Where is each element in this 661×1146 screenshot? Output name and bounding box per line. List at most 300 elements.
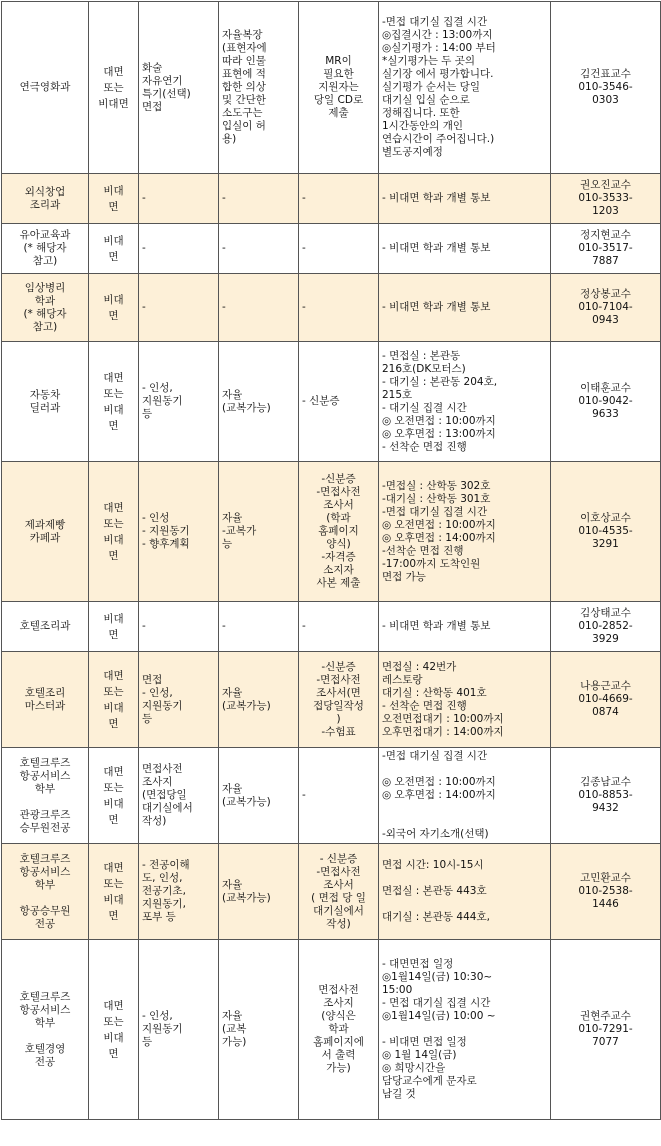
cell-line: 오후면접대기 : 14:00까지 — [382, 725, 504, 738]
cell-line: - 향후계획 — [142, 538, 190, 550]
cell-line: ◎1월14일(금) 10:30~ — [382, 971, 493, 983]
department-cell — [2, 748, 89, 844]
cell-line: 010-7291- — [578, 1023, 633, 1035]
table-row — [2, 2, 661, 174]
cell-line: - 비대면 면접 일정 — [382, 1036, 467, 1048]
dress-code-cell — [219, 274, 299, 342]
cell-line: 7887 — [592, 255, 619, 267]
cell-line: - — [142, 192, 146, 204]
cell-line: 관광크루즈 — [19, 808, 71, 821]
contact-cell — [551, 748, 661, 844]
cell-line: 전공 — [34, 1055, 56, 1068]
table-row — [2, 748, 661, 844]
cell-line: - — [302, 301, 306, 313]
cell-line: 면 — [108, 628, 119, 641]
contact-cell — [551, 274, 661, 342]
contact-cell — [551, 224, 661, 274]
cell-line: 비대 — [103, 701, 124, 714]
cell-line: 필요한 — [323, 68, 354, 80]
cell-line: ◎ 오전면접 : 10:00까지 — [382, 776, 496, 788]
cell-line: 가능) — [326, 1062, 351, 1074]
required-documents-cell — [299, 652, 379, 748]
cell-line: 특기(선택) — [142, 87, 191, 100]
cell-line: 용) — [222, 133, 237, 145]
cell-line: 오전면접대기 : 10:00까지 — [382, 712, 504, 725]
cell-line: (교복가능) — [222, 401, 271, 414]
cell-line: -교복가 — [222, 525, 257, 537]
cell-line: 또는 — [103, 685, 124, 698]
interview-mode-cell — [89, 940, 139, 1120]
evaluation-items-cell — [139, 224, 219, 274]
cell-line: 010-9042- — [578, 395, 633, 407]
cell-line: 대면 — [103, 765, 124, 778]
cell-line: - 비대면 학과 개별 통보 — [382, 301, 491, 313]
cell-line: 실기장 에서 평가합니다. — [382, 68, 494, 80]
cell-line: 7077 — [592, 1036, 619, 1048]
contact-cell — [551, 2, 661, 174]
cell-line: 딜러과 — [29, 401, 61, 414]
cell-line: 1203 — [592, 205, 619, 217]
cell-line: 010-3546- — [578, 81, 633, 93]
cell-line: 표현에 적 — [222, 68, 266, 80]
cell-line: - — [142, 620, 146, 632]
cell-line: 010-2538- — [578, 885, 633, 897]
interview-mode-cell — [89, 2, 139, 174]
cell-line: 면 — [108, 813, 119, 826]
department-cell — [2, 602, 89, 652]
cell-line: 서 출력 — [321, 1049, 356, 1061]
cell-line: -신분증 — [321, 660, 356, 673]
cell-line: 지원자는 — [318, 81, 359, 93]
evaluation-items-cell — [139, 2, 219, 174]
cell-line: ◎집결시간 : 13:00까지 — [382, 29, 493, 41]
cell-line: 또는 — [103, 387, 124, 400]
cell-line: 합한 의상 — [222, 81, 266, 93]
cell-line: 실기평가 순서는 당일 — [382, 81, 480, 93]
cell-line: ◎ 오후면접 : 14:00까지 — [382, 531, 496, 544]
cell-line: 호텔크루즈 — [19, 756, 71, 769]
cell-line: 김상태교수 — [580, 607, 631, 619]
cell-line: (표현자에 — [222, 42, 267, 54]
cell-line: 권현주교수 — [580, 1010, 631, 1022]
cell-line: 홈페이지 — [318, 525, 359, 537]
cell-line: 학부 — [34, 878, 56, 891]
cell-line: 소도구는 — [222, 107, 263, 119]
cell-line: 접당일작성 — [313, 699, 364, 712]
interview-mode-cell — [89, 748, 139, 844]
cell-line: 지원동기, — [142, 898, 186, 910]
table-row — [2, 940, 661, 1120]
cell-line: 비대 — [103, 184, 124, 197]
cell-line: 정상봉교수 — [580, 288, 631, 300]
cell-line: 자율 — [222, 878, 243, 891]
notes-cell — [379, 342, 551, 462]
cell-line: 권오진교수 — [580, 179, 631, 191]
cell-line: 조사지 — [142, 776, 173, 788]
evaluation-items-cell — [139, 652, 219, 748]
contact-cell — [551, 602, 661, 652]
cell-line: 입실이 허 — [222, 120, 266, 132]
cell-line: (학과 — [326, 512, 351, 524]
cell-line: - 선착순 면접 진행 — [382, 699, 467, 712]
notes-cell — [379, 844, 551, 940]
cell-line: 010-3517- — [578, 242, 633, 254]
cell-line: 소지자 — [323, 564, 354, 576]
cell-line: -면접사전 — [316, 486, 361, 498]
cell-line: - 인성 — [142, 512, 170, 524]
cell-line: - — [302, 620, 306, 632]
required-documents-cell — [299, 602, 379, 652]
cell-line: 제과제빵 — [24, 518, 66, 531]
interview-mode-cell — [89, 174, 139, 224]
cell-line: -면접실 : 산학동 302호 — [382, 479, 491, 492]
cell-line — [382, 1023, 547, 1036]
cell-line: ◎1월14일(금) 10:00 ~ — [382, 1010, 496, 1022]
cell-line: - 전공이해 — [142, 859, 190, 871]
cell-line: 학부 — [34, 782, 56, 795]
cell-line: 면접 — [142, 673, 163, 686]
cell-line: ◎ 1월 14일(금) — [382, 1049, 457, 1061]
cell-line: 마스터과 — [24, 699, 66, 712]
required-documents-cell — [299, 748, 379, 844]
cell-line: 포부 등 — [142, 911, 176, 923]
cell-line: 이호상교수 — [580, 512, 631, 524]
notes-cell — [379, 602, 551, 652]
cell-line: 0303 — [592, 94, 619, 106]
cell-line: ◎ 오전면접 : 10:00까지 — [382, 414, 496, 427]
cell-line: MR이 — [325, 55, 352, 67]
cell-line: -대기실 : 산학동 301호 — [382, 492, 491, 505]
cell-line: - — [142, 301, 146, 313]
cell-line: 면 — [108, 250, 119, 263]
cell-line: 면접실 : 42번가 — [382, 660, 457, 673]
required-documents-cell — [299, 940, 379, 1120]
table-row — [2, 224, 661, 274]
cell-line — [382, 763, 547, 776]
cell-line: 면 — [108, 309, 119, 322]
cell-line: 능 — [222, 538, 233, 550]
cell-line: 자율복장 — [222, 29, 263, 41]
cell-line: 참고) — [32, 255, 58, 267]
notes-cell — [379, 174, 551, 224]
cell-line: 전공 — [34, 917, 56, 930]
cell-line: 카페과 — [29, 531, 61, 544]
cell-line: 면접 — [142, 100, 163, 113]
cell-line: - 선착순 면접 진행 — [382, 440, 467, 453]
evaluation-items-cell — [139, 462, 219, 602]
cell-line: ◎실기평가 : 14:00 부터 — [382, 42, 496, 54]
cell-line: (양식은 — [321, 1010, 356, 1022]
cell-line: 자율 — [222, 1010, 243, 1022]
cell-line: 대면 — [103, 999, 124, 1012]
cell-line: 대기실 : 산학동 401호 — [382, 686, 487, 699]
cell-line: 등 — [142, 712, 153, 725]
dress-code-cell — [219, 174, 299, 224]
cell-line: - — [222, 242, 226, 254]
cell-line: 담당교수에게 문자로 — [382, 1075, 477, 1087]
cell-line: 레스토랑 — [382, 673, 423, 686]
cell-line: (면접당일 — [142, 789, 187, 801]
cell-line: 비대 — [103, 293, 124, 306]
cell-line: 대기실에서 — [313, 904, 364, 917]
cell-line: - 비대면 학과 개별 통보 — [382, 620, 491, 632]
cell-line: 남길 것 — [382, 1088, 416, 1100]
cell-line: 자율 — [222, 782, 243, 795]
department-cell — [2, 342, 89, 462]
cell-line: 또는 — [103, 877, 124, 890]
department-cell — [2, 844, 89, 940]
notes-cell — [379, 462, 551, 602]
cell-line: 호텔조리과 — [19, 620, 71, 632]
cell-line: 김종남교수 — [580, 776, 631, 788]
cell-line: 면 — [108, 909, 119, 922]
table-row — [2, 174, 661, 224]
cell-line: 면접사전 — [318, 984, 359, 996]
cell-line: 전공기초, — [142, 885, 186, 897]
cell-line — [5, 1030, 85, 1043]
department-cell — [2, 224, 89, 274]
cell-line: ◎ 오전면접 : 10:00까지 — [382, 518, 496, 531]
cell-line: 비대 — [103, 797, 124, 810]
cell-line: 비대 — [103, 403, 124, 416]
cell-line: 자율 — [222, 686, 243, 699]
cell-line: 작성) — [326, 917, 351, 930]
notes-cell — [379, 274, 551, 342]
cell-line: ◎ 오후면접 : 14:00까지 — [382, 789, 496, 801]
required-documents-cell — [299, 174, 379, 224]
cell-line: -면접사전 — [316, 865, 361, 878]
dress-code-cell — [219, 224, 299, 274]
cell-line: 자유연기 — [142, 74, 183, 87]
cell-line: 또는 — [103, 81, 124, 94]
cell-line: 지원동기 — [142, 699, 183, 712]
cell-line: 대면 — [103, 65, 124, 78]
required-documents-cell — [299, 462, 379, 602]
cell-line: -면접 대기실 집결 시간 — [382, 750, 488, 762]
cell-line: 홈페이지에 — [313, 1036, 364, 1048]
interview-mode-cell — [89, 274, 139, 342]
cell-line: 가능) — [222, 1036, 247, 1048]
cell-line: (교복가능) — [222, 891, 271, 904]
contact-cell — [551, 652, 661, 748]
notes-cell — [379, 652, 551, 748]
notes-cell — [379, 224, 551, 274]
department-cell — [2, 940, 89, 1120]
cell-line: -면접 대기실 집결 시간 — [382, 505, 488, 518]
cell-line — [382, 898, 547, 911]
evaluation-items-cell — [139, 844, 219, 940]
dress-code-cell — [219, 462, 299, 602]
cell-line: - — [302, 192, 306, 204]
cell-line: - 지원동기 — [142, 525, 190, 537]
cell-line: 지원동기 — [142, 395, 183, 407]
dress-code-cell — [219, 844, 299, 940]
cell-line: 비대 — [103, 893, 124, 906]
evaluation-items-cell — [139, 174, 219, 224]
cell-line: (교복가능) — [222, 795, 271, 808]
cell-line: 나용근교수 — [580, 680, 631, 692]
cell-line: ◎ 희망시간을 — [382, 1062, 446, 1074]
cell-line: 비대 — [103, 234, 124, 247]
cell-line: 면접사전 — [142, 763, 183, 775]
cell-line: 조사서 — [323, 878, 354, 891]
cell-line: 조사지 — [323, 997, 354, 1009]
cell-line — [382, 815, 547, 828]
cell-line: 면접 가능 — [382, 570, 426, 583]
cell-line: - — [302, 242, 306, 254]
cell-line: 대면 — [103, 501, 124, 514]
cell-line: 화술 — [142, 61, 163, 74]
cell-line: 15:00 — [382, 984, 413, 996]
cell-line: 연극영화과 — [19, 81, 71, 93]
cell-line: 010-8853- — [578, 789, 633, 801]
cell-line: - 면접실 : 본관동 — [382, 349, 461, 362]
cell-line: 대기실에서 — [142, 802, 193, 814]
contact-cell — [551, 342, 661, 462]
cell-line: 대면 — [103, 861, 124, 874]
required-documents-cell — [299, 224, 379, 274]
cell-line: 호텔경영 — [24, 1042, 66, 1055]
cell-line: 면접 시간: 10시-15시 — [382, 859, 484, 871]
dress-code-cell — [219, 652, 299, 748]
cell-line: 도, 인성, — [142, 872, 183, 884]
cell-line: 항공서비스 — [19, 865, 71, 878]
interview-mode-cell — [89, 224, 139, 274]
cell-line: -자격증 — [321, 551, 356, 563]
cell-line: (교복 — [222, 1023, 247, 1035]
cell-line: 학과 — [328, 1023, 349, 1035]
dress-code-cell — [219, 602, 299, 652]
table-row — [2, 652, 661, 748]
cell-line: 별도공지예정 — [382, 146, 443, 158]
cell-line: 항공승무원 — [19, 904, 71, 917]
cell-line: - 대기실 : 본관동 204호, — [382, 375, 498, 388]
cell-line: 3929 — [592, 633, 619, 645]
cell-line: 호텔조리 — [24, 686, 66, 699]
cell-line — [5, 796, 85, 809]
contact-cell — [551, 940, 661, 1120]
cell-line: -수험표 — [321, 725, 356, 738]
evaluation-items-cell — [139, 342, 219, 462]
cell-line: 학과 — [34, 294, 56, 307]
interview-mode-cell — [89, 602, 139, 652]
department-cell — [2, 462, 89, 602]
cell-line: 3291 — [592, 538, 619, 550]
cell-line: 등 — [142, 408, 153, 420]
cell-line: 9432 — [592, 802, 619, 814]
cell-line: *실기평가는 두 곳의 — [382, 55, 476, 67]
cell-line: 임상병리 — [24, 281, 66, 294]
cell-line: 정해집니다. 또한 — [382, 107, 460, 119]
cell-line: - — [222, 620, 226, 632]
cell-line: -신분증 — [321, 473, 356, 485]
cell-line: 항공서비스 — [19, 1003, 71, 1016]
cell-line: 조사서(면 — [316, 686, 361, 699]
cell-line: - 인성, — [142, 686, 173, 699]
cell-line: 0874 — [592, 706, 619, 718]
cell-line: 면 — [108, 717, 119, 730]
cell-line: 비대면 — [98, 97, 129, 110]
table-row — [2, 844, 661, 940]
cell-line: 당일 CD로 — [313, 94, 364, 106]
cell-line: 010-3533- — [578, 192, 633, 204]
evaluation-items-cell — [139, 602, 219, 652]
cell-line: 면 — [108, 200, 119, 213]
cell-line: 참고) — [32, 320, 58, 333]
cell-line: 등 — [142, 1036, 153, 1048]
interview-mode-cell — [89, 462, 139, 602]
cell-line: 또는 — [103, 781, 124, 794]
cell-line: - 대면면접 일정 — [382, 958, 454, 970]
contact-cell — [551, 462, 661, 602]
cell-line: 비대 — [103, 533, 124, 546]
cell-line: 또는 — [103, 517, 124, 530]
cell-line: 항공서비스 — [19, 769, 71, 782]
cell-line: -면접 대기실 집결 시간 — [382, 16, 488, 28]
cell-line: 작성) — [142, 815, 167, 827]
cell-line: 사본 제출 — [316, 577, 361, 589]
cell-line: - 면접 대기실 집결 시간 — [382, 997, 491, 1009]
cell-line: 대기실 입실 순으로 — [382, 94, 470, 106]
evaluation-items-cell — [139, 940, 219, 1120]
cell-line: 0943 — [592, 314, 619, 326]
cell-line: 자율 — [222, 388, 243, 401]
cell-line: -면접사전 — [316, 673, 361, 686]
dress-code-cell — [219, 748, 299, 844]
cell-line: 연습시간이 주어집니다.) — [382, 133, 495, 145]
cell-line: 010-7104- — [578, 301, 633, 313]
cell-line: ( 면접 당 일 — [311, 891, 366, 904]
cell-line — [382, 802, 547, 815]
dress-code-cell — [219, 940, 299, 1120]
cell-line: - 인성, — [142, 1010, 173, 1022]
dress-code-cell — [219, 342, 299, 462]
cell-line: 지원동기 — [142, 1023, 183, 1035]
cell-line: 따라 인물 — [222, 55, 266, 67]
evaluation-items-cell — [139, 274, 219, 342]
cell-line: -17:00까지 도착인원 — [382, 557, 481, 570]
required-documents-cell — [299, 2, 379, 174]
cell-line — [382, 872, 547, 885]
department-cell — [2, 2, 89, 174]
cell-line: - 비대면 학과 개별 통보 — [382, 242, 491, 254]
cell-line: 양식) — [326, 538, 351, 550]
interview-mode-cell — [89, 342, 139, 462]
cell-line: 010-4669- — [578, 693, 633, 705]
cell-line: 대면 — [103, 669, 124, 682]
required-documents-cell — [299, 274, 379, 342]
cell-line: ) — [336, 712, 341, 725]
cell-line: 1시간동안의 개인 — [382, 120, 464, 132]
cell-line: 면 — [108, 419, 119, 432]
cell-line: 비대 — [103, 1031, 124, 1044]
department-cell — [2, 652, 89, 748]
cell-line: (* 해당자 — [23, 242, 67, 254]
cell-line: (* 해당자 — [23, 307, 67, 320]
cell-line: 216호(DK모터스) — [382, 362, 466, 375]
cell-line: 김건표교수 — [580, 68, 631, 80]
cell-line: - 비대면 학과 개별 통보 — [382, 192, 491, 204]
notes-cell — [379, 2, 551, 174]
cell-line: 면 — [108, 1047, 119, 1060]
cell-line: - — [222, 192, 226, 204]
required-documents-cell — [299, 342, 379, 462]
cell-line: ◎ 오후면접 : 13:00까지 — [382, 427, 496, 440]
table-row — [2, 462, 661, 602]
cell-line: 호텔크루즈 — [19, 990, 71, 1003]
cell-line: - 신분증 — [302, 395, 340, 407]
cell-line: 215호 — [382, 388, 413, 401]
